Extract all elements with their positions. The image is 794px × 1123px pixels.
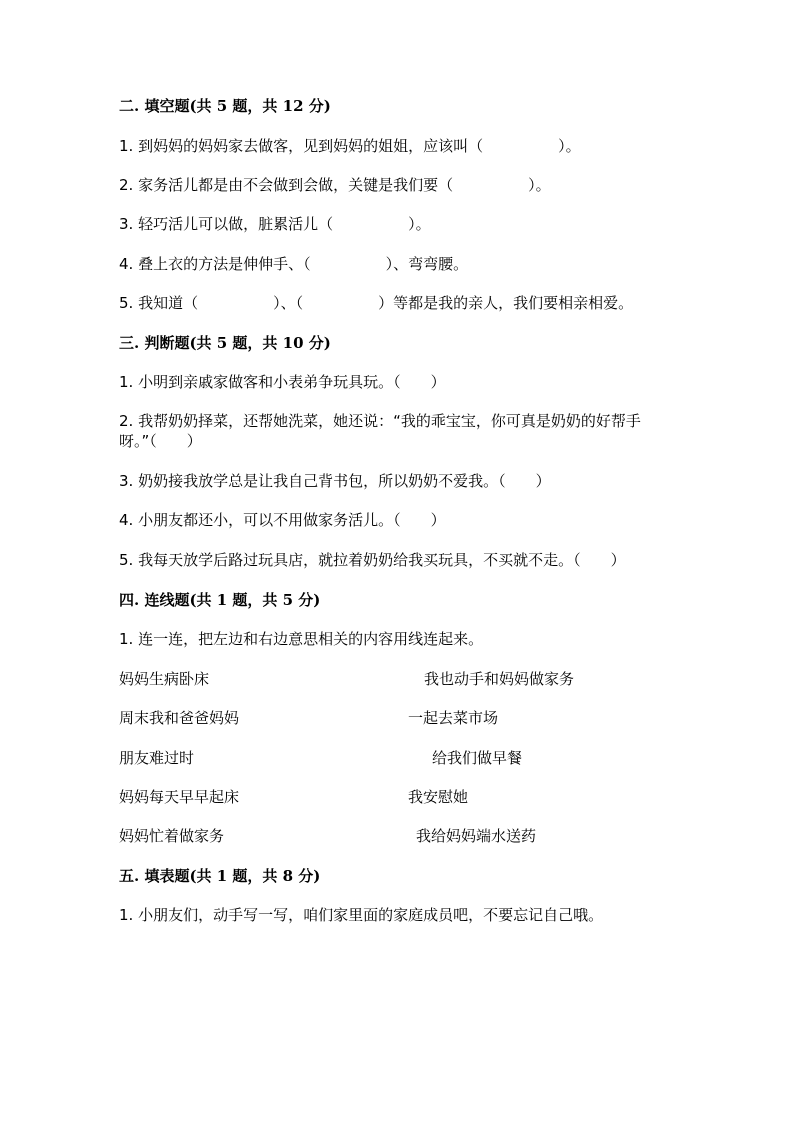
match-left-item: 妈妈每天早早起床	[119, 788, 240, 806]
question-text: 1. 到妈妈的妈妈家去做客，见到妈妈的姐姐，应该叫（ ）。	[119, 137, 581, 155]
match-right-item: 我给妈妈端水送药	[416, 827, 537, 845]
match-left-item: 妈妈忙着做家务	[119, 827, 225, 845]
question-text: 2. 家务活儿都是由不会做到会做，关键是我们要（ ）。	[119, 176, 551, 194]
question-text: 1. 小朋友们，动手写一写，咱们家里面的家庭成员吧，不要忘记自己哦。	[119, 906, 604, 924]
match-right-item: 一起去菜市场	[408, 709, 499, 727]
question-text: 1. 小明到亲戚家做客和小表弟争玩具玩。（ ）	[119, 373, 446, 391]
question-text: 4. 小朋友都还小，可以不用做家务活儿。（ ）	[119, 511, 446, 529]
match-left-item: 朋友难过时	[119, 749, 195, 767]
question-text: 2. 我帮奶奶择菜，还帮她洗菜，她还说：“我的乖宝宝，你可真是奶奶的好帮手呀。”（ ）	[119, 412, 641, 450]
match-right-item: 我安慰她	[408, 788, 469, 806]
match-left-item: 周末我和爸爸妈妈	[119, 709, 240, 727]
section-heading-true-false: 三. 判断题(共 5 题，共 10 分)	[119, 334, 331, 352]
section-heading-table: 五. 填表题(共 1 题，共 8 分)	[119, 867, 321, 885]
question-text: 4. 叠上衣的方法是伸伸手、（ ）、弯弯腰。	[119, 255, 469, 273]
question-text: 5. 我每天放学后路过玩具店，就拉着奶奶给我买玩具，不买就不走。（ ）	[119, 551, 626, 569]
match-left-item: 妈妈生病卧床	[119, 670, 210, 688]
question-text: 5. 我知道（ ）、（ ）等都是我的亲人，我们要相亲相爱。	[119, 294, 634, 312]
question-text: 1. 连一连，把左边和右边意思相关的内容用线连起来。	[119, 630, 484, 648]
section-heading-matching: 四. 连线题(共 1 题，共 5 分)	[119, 591, 321, 609]
question-text: 3. 轻巧活儿可以做，脏累活儿（ ）。	[119, 215, 431, 233]
match-right-item: 我也动手和妈妈做家务	[424, 670, 575, 688]
section-heading-fill-in: 二. 填空题(共 5 题，共 12 分)	[119, 97, 331, 115]
match-right-item: 给我们做早餐	[432, 749, 523, 767]
question-text: 3. 奶奶接我放学总是让我自己背书包，所以奶奶不爱我。（ ）	[119, 472, 551, 490]
